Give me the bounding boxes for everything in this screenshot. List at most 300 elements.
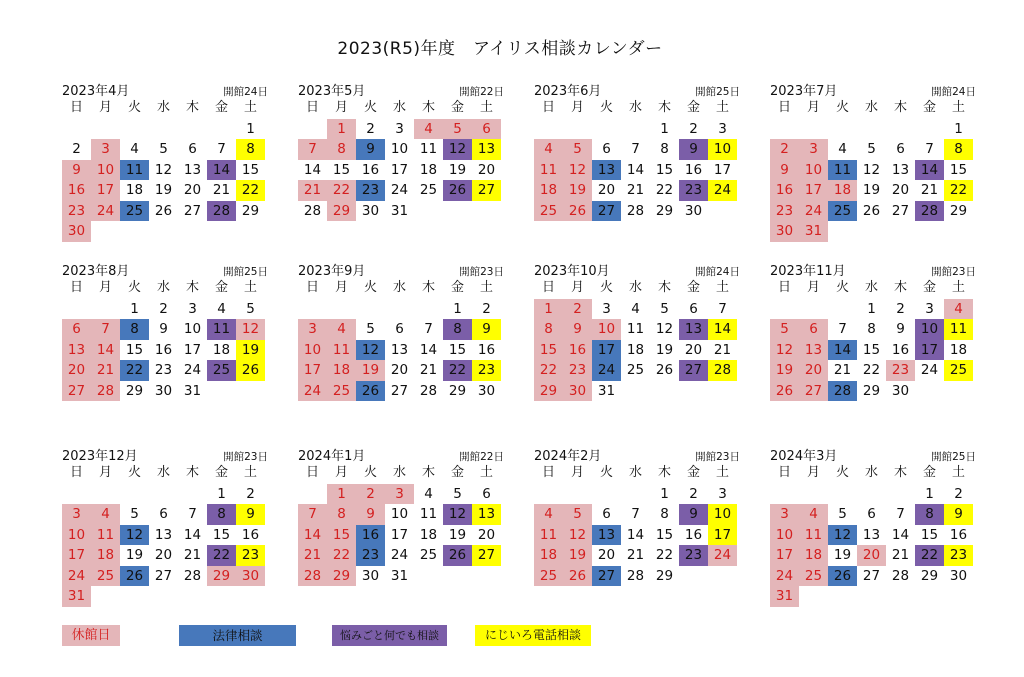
day-cell: 30 (477, 382, 496, 399)
day-cell: 29 (655, 202, 674, 219)
day-cell-holiday: 3 (770, 504, 799, 525)
day-cell: 1 (217, 485, 226, 502)
day-cell-holiday: 9 (62, 160, 91, 181)
day-cell: 7 (631, 506, 640, 522)
day-cell: 5 (246, 300, 255, 317)
day-cell: 29 (448, 382, 467, 399)
weekday-label: 木 (893, 280, 907, 295)
day-cell: 21 (183, 547, 202, 563)
day-cell-holiday: 25 (327, 381, 356, 402)
weekday-label: 月 (570, 280, 584, 295)
day-cell: 22 (655, 182, 674, 198)
day-cell: 1 (660, 120, 669, 137)
day-cell-legal-consultation: 16 (356, 525, 385, 546)
day-cell-holiday: 17 (62, 545, 91, 566)
day-cell: 21 (920, 182, 939, 198)
day-cell-legal-consultation: 14 (828, 340, 857, 361)
day-cell-holiday: 10 (799, 160, 828, 181)
month-header (62, 80, 274, 99)
weekday-label: 水 (392, 100, 406, 115)
empty-cell (534, 119, 563, 140)
day-cell: 19 (448, 161, 467, 178)
day-cell-worry-consultation: 9 (679, 139, 708, 160)
day-cell-holiday: 19 (563, 545, 592, 566)
day-cell-holiday: 7 (298, 139, 327, 160)
day-cell-rainbow-phone: 23 (236, 545, 265, 566)
empty-cell (62, 484, 91, 505)
weekday-label: 水 (628, 280, 642, 295)
day-cell-rainbow-phone: 10 (708, 504, 737, 525)
day-cell: 5 (867, 141, 876, 157)
day-cell-holiday: 15 (327, 525, 356, 546)
open-days: 開館24日 (695, 266, 740, 278)
empty-cell (799, 484, 828, 505)
empty-cell (828, 299, 857, 320)
day-cell-holiday: 9 (563, 319, 592, 340)
day-cell-holiday: 10 (592, 319, 621, 340)
day-cell: 16 (477, 341, 496, 358)
weekday-label: 水 (156, 465, 170, 480)
day-cell: 2 (689, 120, 698, 137)
day-cell-holiday: 25 (799, 566, 828, 587)
month-calendar (770, 80, 982, 260)
day-cell-rainbow-phone: 19 (236, 340, 265, 361)
weekday-label: 水 (392, 280, 406, 295)
month-calendar (534, 445, 746, 625)
weekday-label: 火 (599, 100, 613, 115)
day-cell: 26 (655, 362, 674, 378)
weekday-label: 金 (214, 280, 228, 295)
month-title: 2024年1月 (298, 449, 366, 464)
day-cell: 17 (390, 526, 409, 543)
month-header (770, 445, 982, 464)
day-cell: 11 (626, 321, 645, 337)
day-cell-holiday: 18 (91, 545, 120, 566)
empty-cell (828, 119, 857, 140)
day-cell-holiday: 4 (534, 139, 563, 160)
day-cell: 6 (867, 506, 876, 522)
day-cell-holiday: 7 (91, 319, 120, 340)
weekday-label: 金 (450, 465, 464, 480)
day-cell-holiday: 10 (770, 525, 799, 546)
weekday-label: 土 (951, 465, 965, 480)
day-cell: 7 (838, 321, 847, 337)
day-cell-holiday: 27 (799, 381, 828, 402)
day-cell-holiday: 29 (327, 201, 356, 222)
day-cell: 18 (125, 182, 144, 198)
weekday-label: 月 (334, 280, 348, 295)
day-cell: 5 (453, 485, 462, 502)
day-cell-worry-consultation: 22 (443, 360, 472, 381)
weekday-label: 月 (98, 280, 112, 295)
weekday-label: 火 (363, 465, 377, 480)
day-cell-holiday: 12 (770, 340, 799, 361)
empty-cell (327, 299, 356, 320)
day-cell-rainbow-phone: 13 (472, 139, 501, 160)
day-grid (534, 98, 746, 221)
empty-cell (857, 119, 886, 140)
weekday-label: 水 (864, 465, 878, 480)
day-cell-legal-consultation: 27 (592, 201, 621, 222)
day-cell-legal-consultation: 17 (592, 340, 621, 361)
day-cell-holiday: 22 (327, 180, 356, 201)
day-cell: 14 (303, 161, 322, 178)
day-cell-rainbow-phone: 24 (708, 180, 737, 201)
day-cell-legal-consultation: 24 (592, 360, 621, 381)
day-cell-legal-consultation: 8 (120, 319, 149, 340)
day-cell: 6 (188, 141, 197, 157)
day-cell-holiday: 2 (356, 484, 385, 505)
month-title: 2023年5月 (298, 84, 366, 99)
empty-cell (534, 484, 563, 505)
day-cell: 6 (602, 506, 611, 522)
day-cell-legal-consultation: 28 (828, 381, 857, 402)
weekday-label: 土 (243, 280, 257, 295)
weekday-label: 金 (686, 100, 700, 115)
day-cell: 13 (891, 161, 910, 178)
month-calendar (298, 445, 510, 625)
day-cell-holiday: 8 (327, 139, 356, 160)
legend-worry-consultation: 悩みごと何でも相談 (332, 625, 447, 646)
month-header (534, 260, 746, 279)
day-cell: 3 (602, 300, 611, 317)
month-header (298, 260, 510, 279)
day-cell-holiday: 8 (534, 319, 563, 340)
day-cell: 3 (188, 300, 197, 317)
day-cell-holiday: 25 (91, 566, 120, 587)
weekday-label: 木 (657, 100, 671, 115)
day-cell: 3 (395, 120, 404, 137)
day-cell: 28 (626, 202, 645, 219)
open-days: 開館23日 (223, 451, 268, 463)
weekday-label: 木 (421, 280, 435, 295)
day-cell: 10 (390, 506, 409, 522)
day-grid (298, 98, 510, 221)
day-cell-worry-consultation: 12 (443, 139, 472, 160)
day-cell: 29 (949, 202, 968, 219)
day-cell: 28 (419, 382, 438, 399)
day-cell-rainbow-phone: 22 (236, 180, 265, 201)
month-calendar (298, 80, 510, 260)
empty-cell (563, 484, 592, 505)
day-cell: 3 (718, 485, 727, 502)
day-cell: 14 (183, 526, 202, 543)
day-cell-rainbow-phone: 11 (944, 319, 973, 340)
day-cell: 18 (419, 161, 438, 178)
day-cell-holiday: 4 (799, 504, 828, 525)
day-cell-holiday: 8 (327, 504, 356, 525)
day-cell-holiday: 9 (356, 504, 385, 525)
weekday-label: 日 (777, 280, 791, 295)
day-cell-worry-consultation: 26 (443, 545, 472, 566)
day-cell: 14 (626, 526, 645, 543)
weekday-label: 土 (479, 280, 493, 295)
day-cell-holiday: 22 (534, 360, 563, 381)
day-cell: 17 (183, 341, 202, 358)
weekday-label: 月 (98, 100, 112, 115)
day-cell-legal-consultation: 26 (828, 566, 857, 587)
day-cell: 17 (390, 161, 409, 178)
day-cell: 30 (684, 202, 703, 219)
day-cell: 15 (212, 526, 231, 543)
day-cell-holiday: 12 (563, 525, 592, 546)
open-days: 開館24日 (223, 86, 268, 98)
day-cell-holiday: 18 (799, 545, 828, 566)
day-cell-holiday: 14 (91, 340, 120, 361)
day-cell-legal-consultation: 12 (828, 525, 857, 546)
month-header (534, 445, 746, 464)
month-title: 2023年12月 (62, 449, 138, 464)
day-cell: 7 (631, 141, 640, 157)
empty-cell (414, 299, 443, 320)
day-cell: 7 (188, 506, 197, 522)
day-cell: 13 (862, 526, 881, 543)
day-cell-holiday: 24 (770, 566, 799, 587)
day-cell-holiday: 6 (62, 319, 91, 340)
empty-cell (886, 119, 915, 140)
day-cell-holiday: 16 (62, 180, 91, 201)
day-cell: 10 (390, 141, 409, 157)
day-cell-holiday: 23 (563, 360, 592, 381)
day-cell-holiday: 26 (563, 566, 592, 587)
day-cell: 21 (891, 547, 910, 563)
day-cell-worry-consultation: 14 (207, 160, 236, 181)
day-cell: 12 (862, 161, 881, 178)
empty-cell (770, 299, 799, 320)
day-cell-rainbow-phone: 8 (236, 139, 265, 160)
month-title: 2023年6月 (534, 84, 602, 99)
empty-cell (207, 119, 236, 140)
day-cell: 1 (660, 485, 669, 502)
month-calendar (62, 260, 274, 445)
weekday-label: 金 (214, 465, 228, 480)
empty-cell (356, 299, 385, 320)
empty-cell (62, 299, 91, 320)
day-cell-rainbow-phone: 8 (944, 139, 973, 160)
day-cell-legal-consultation: 13 (592, 160, 621, 181)
day-cell-legal-consultation: 25 (120, 201, 149, 222)
month-header (62, 445, 274, 464)
day-cell-rainbow-phone: 27 (472, 180, 501, 201)
day-cell: 5 (159, 141, 168, 157)
day-cell-holiday: 26 (563, 201, 592, 222)
day-cell-holiday: 17 (91, 180, 120, 201)
weekday-label: 土 (715, 280, 729, 295)
day-cell-holiday: 1 (327, 119, 356, 140)
weekday-label: 月 (806, 100, 820, 115)
day-cell-worry-consultation: 25 (207, 360, 236, 381)
open-days: 開館23日 (459, 266, 504, 278)
day-cell: 16 (154, 341, 173, 358)
day-cell: 20 (390, 362, 409, 378)
day-cell: 27 (891, 202, 910, 219)
day-cell: 2 (896, 300, 905, 317)
day-cell-holiday: 4 (534, 504, 563, 525)
day-cell-worry-consultation: 23 (679, 180, 708, 201)
day-cell-rainbow-phone: 26 (236, 360, 265, 381)
day-cell: 15 (448, 341, 467, 358)
day-cell: 2 (482, 300, 491, 317)
day-cell-legal-consultation: 22 (120, 360, 149, 381)
day-cell: 20 (684, 341, 703, 358)
day-cell: 7 (718, 300, 727, 317)
day-cell-rainbow-phone: 13 (472, 504, 501, 525)
empty-cell (91, 299, 120, 320)
day-cell-legal-consultation: 25 (828, 201, 857, 222)
calendar-grid (62, 80, 982, 625)
weekday-label: 木 (421, 465, 435, 480)
day-cell: 22 (862, 362, 881, 378)
weekday-label: 日 (541, 465, 555, 480)
weekday-label: 月 (570, 465, 584, 480)
empty-cell (592, 484, 621, 505)
day-cell: 5 (366, 321, 375, 337)
day-cell: 20 (891, 182, 910, 198)
day-cell-holiday: 14 (298, 525, 327, 546)
legend-holiday: 休館日 (62, 625, 120, 646)
day-cell: 21 (626, 547, 645, 563)
day-cell-worry-consultation: 23 (679, 545, 708, 566)
weekday-label: 火 (835, 465, 849, 480)
weekday-label: 月 (334, 465, 348, 480)
day-cell: 6 (689, 300, 698, 317)
day-cell-legal-consultation: 11 (120, 160, 149, 181)
day-grid (770, 278, 982, 401)
open-days: 開館23日 (695, 451, 740, 463)
day-cell: 7 (896, 506, 905, 522)
day-grid (298, 278, 510, 401)
open-days: 開館22日 (459, 451, 504, 463)
empty-cell (592, 119, 621, 140)
day-cell-holiday: 20 (799, 360, 828, 381)
empty-cell (178, 119, 207, 140)
day-cell: 27 (183, 202, 202, 219)
day-cell: 3 (718, 120, 727, 137)
day-grid (770, 463, 982, 607)
day-cell-holiday: 4 (327, 319, 356, 340)
day-cell: 13 (154, 526, 173, 543)
day-cell-holiday: 29 (534, 381, 563, 402)
day-cell-legal-consultation: 27 (592, 566, 621, 587)
weekday-label: 月 (806, 280, 820, 295)
empty-cell (799, 119, 828, 140)
empty-cell (62, 119, 91, 140)
empty-cell (120, 119, 149, 140)
day-cell: 19 (154, 182, 173, 198)
day-cell-holiday: 23 (770, 201, 799, 222)
day-cell: 16 (241, 526, 260, 543)
day-cell: 15 (241, 161, 260, 178)
month-title: 2023年11月 (770, 264, 846, 279)
day-cell-legal-consultation: 23 (356, 180, 385, 201)
day-cell-holiday: 25 (534, 566, 563, 587)
day-cell: 19 (125, 547, 144, 563)
day-cell-holiday: 31 (62, 586, 91, 607)
day-cell-holiday: 11 (534, 160, 563, 181)
day-cell: 2 (366, 120, 375, 137)
day-cell-worry-consultation: 10 (915, 319, 944, 340)
day-cell: 16 (684, 161, 703, 178)
weekday-label: 日 (541, 100, 555, 115)
month-title: 2024年2月 (534, 449, 602, 464)
day-cell: 22 (655, 547, 674, 563)
weekday-label: 木 (893, 465, 907, 480)
day-cell-holiday: 16 (563, 340, 592, 361)
day-cell: 27 (390, 382, 409, 399)
day-cell: 19 (448, 526, 467, 543)
day-cell-holiday: 30 (563, 381, 592, 402)
day-cell: 15 (332, 161, 351, 178)
weekday-label: 木 (657, 465, 671, 480)
day-grid (534, 278, 746, 401)
day-cell: 15 (862, 341, 881, 358)
day-cell-holiday: 24 (62, 566, 91, 587)
day-cell-legal-consultation: 26 (120, 566, 149, 587)
day-cell: 20 (477, 161, 496, 178)
weekday-label: 火 (363, 280, 377, 295)
weekday-label: 金 (450, 280, 464, 295)
empty-cell (120, 484, 149, 505)
day-cell: 4 (424, 485, 433, 502)
day-cell-rainbow-phone: 28 (708, 360, 737, 381)
day-cell: 2 (159, 300, 168, 317)
day-cell: 29 (241, 202, 260, 219)
day-cell-holiday: 29 (327, 566, 356, 587)
day-cell: 11 (419, 141, 438, 157)
day-cell-holiday: 9 (770, 160, 799, 181)
day-cell: 26 (154, 202, 173, 219)
month-calendar (62, 80, 274, 260)
day-cell: 13 (183, 161, 202, 178)
weekday-label: 木 (421, 100, 435, 115)
day-cell-holiday: 29 (207, 566, 236, 587)
weekday-label: 土 (479, 465, 493, 480)
day-cell: 21 (626, 182, 645, 198)
day-cell-holiday: 31 (770, 586, 799, 607)
day-cell: 7 (424, 321, 433, 337)
day-cell: 3 (925, 300, 934, 317)
day-cell-rainbow-phone: 23 (472, 360, 501, 381)
day-grid (62, 278, 274, 401)
day-cell: 8 (867, 321, 876, 337)
day-cell: 29 (862, 382, 881, 399)
day-cell-holiday: 18 (534, 180, 563, 201)
day-cell-holiday: 13 (62, 340, 91, 361)
day-cell-holiday: 20 (857, 545, 886, 566)
weekday-label: 火 (835, 100, 849, 115)
day-cell: 1 (130, 300, 139, 317)
open-days: 開館25日 (931, 451, 976, 463)
weekday-label: 火 (127, 100, 141, 115)
day-cell-holiday: 19 (770, 360, 799, 381)
day-cell-holiday: 10 (91, 160, 120, 181)
day-cell-rainbow-phone: 9 (472, 319, 501, 340)
weekday-label: 日 (305, 100, 319, 115)
open-days: 開館25日 (223, 266, 268, 278)
day-cell-holiday: 19 (356, 360, 385, 381)
day-grid (298, 463, 510, 586)
weekday-label: 火 (127, 465, 141, 480)
empty-cell (886, 484, 915, 505)
weekday-label: 金 (922, 280, 936, 295)
day-cell-legal-consultation: 11 (828, 160, 857, 181)
day-cell: 1 (867, 300, 876, 317)
legend-rainbow-phone: にじいろ電話相談 (475, 625, 591, 646)
day-cell-holiday: 4 (91, 504, 120, 525)
weekday-label: 日 (69, 280, 83, 295)
day-cell-holiday: 30 (62, 221, 91, 242)
day-cell: 2 (246, 485, 255, 502)
